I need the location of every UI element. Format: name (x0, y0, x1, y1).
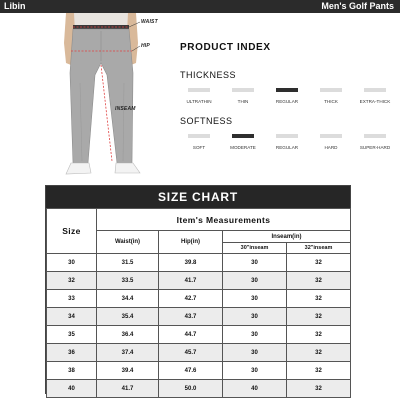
thickness-option-label: EXTRA-THICK (359, 99, 391, 104)
thickness-option (222, 88, 264, 114)
pants-model-figure (0, 13, 175, 185)
size-cell: 38 (47, 362, 97, 380)
hip-cell: 44.7 (159, 326, 223, 344)
softness-bar (232, 134, 254, 138)
thickness-bar (276, 88, 298, 92)
thickness-option (178, 88, 220, 114)
table-row (47, 344, 351, 362)
waist-cell: 36.4 (97, 326, 159, 344)
softness-title: SOFTNESS (180, 116, 233, 126)
thickness-option (310, 88, 352, 114)
waist-cell: 33.5 (97, 272, 159, 290)
inseam-32-cell: 32 (287, 254, 351, 272)
inseam-30-header: 30"inseam (223, 243, 287, 254)
inseam-32-header: 32"inseam (287, 243, 351, 254)
waist-label: WAIST (141, 19, 158, 25)
size-chart (45, 185, 351, 394)
hip-cell: 47.6 (159, 362, 223, 380)
size-cell: 40 (47, 380, 97, 398)
size-cell: 30 (47, 254, 97, 272)
thickness-option-label: THIN (237, 99, 249, 104)
inseam-label: INSEAM (115, 106, 136, 112)
inseam-32-cell: 32 (287, 290, 351, 308)
thickness-bar (320, 88, 342, 92)
table-row (47, 362, 351, 380)
softness-option (222, 134, 264, 160)
table-row (47, 380, 351, 398)
table-row (47, 308, 351, 326)
inseam-30-cell: 30 (223, 344, 287, 362)
table-row (47, 290, 351, 308)
waist-column-header: Waist(in) (97, 231, 159, 254)
waist-cell: 37.4 (97, 344, 159, 362)
inseam-32-cell: 32 (287, 362, 351, 380)
thickness-option-label: REGULAR (275, 99, 299, 104)
product-name: Men's Golf Pants (321, 1, 394, 11)
inseam-32-cell: 32 (287, 308, 351, 326)
softness-option-label: SUPER-HARD (359, 145, 391, 150)
size-cell: 34 (47, 308, 97, 326)
thickness-bar (232, 88, 254, 92)
inseam-30-cell: 30 (223, 326, 287, 344)
right-shoe-shape (115, 163, 140, 173)
waist-cell: 34.4 (97, 290, 159, 308)
size-column-header: Size (47, 209, 97, 254)
softness-bar (364, 134, 386, 138)
thickness-title: THICKNESS (180, 70, 237, 80)
waist-cell: 41.7 (97, 380, 159, 398)
softness-option-label: HARD (324, 145, 338, 150)
softness-option (266, 134, 308, 160)
thickness-option-label: THICK (324, 99, 338, 104)
shirt-shape (70, 13, 132, 27)
softness-bar (276, 134, 298, 138)
thickness-bar (364, 88, 386, 92)
hip-cell: 43.7 (159, 308, 223, 326)
size-table (46, 208, 351, 398)
thickness-option (354, 88, 396, 114)
measurements-group-header: Item's Measurements (97, 209, 351, 231)
model-illustration (0, 13, 175, 185)
inseam-30-cell: 30 (223, 308, 287, 326)
softness-option (354, 134, 396, 160)
waist-cell: 31.5 (97, 254, 159, 272)
inseam-30-cell: 30 (223, 254, 287, 272)
hip-column-header: Hip(in) (159, 231, 223, 254)
table-row (47, 254, 351, 272)
inseam-32-cell: 32 (287, 380, 351, 398)
size-cell: 32 (47, 272, 97, 290)
size-cell: 35 (47, 326, 97, 344)
inseam-30-cell: 40 (223, 380, 287, 398)
softness-option-label: MODERATE (230, 145, 256, 150)
hip-cell: 42.7 (159, 290, 223, 308)
brand-name: Libin (4, 1, 26, 11)
softness-option (178, 134, 220, 160)
pants-shape (70, 29, 133, 163)
size-cell: 36 (47, 344, 97, 362)
table-row (47, 272, 351, 290)
softness-option-label: SOFT (192, 145, 206, 150)
inseam-32-cell: 32 (287, 272, 351, 290)
softness-scale (178, 134, 396, 160)
left-shoe-shape (66, 163, 91, 174)
softness-option (310, 134, 352, 160)
size-chart-title: SIZE CHART (46, 186, 350, 208)
softness-bar (320, 134, 342, 138)
inseam-30-cell: 30 (223, 290, 287, 308)
waist-cell: 39.4 (97, 362, 159, 380)
softness-bar (188, 134, 210, 138)
size-cell: 33 (47, 290, 97, 308)
thickness-bar (188, 88, 210, 92)
hip-cell: 41.7 (159, 272, 223, 290)
hip-cell: 45.7 (159, 344, 223, 362)
inseam-column-header: Inseam(in) (223, 231, 351, 243)
inseam-30-cell: 30 (223, 272, 287, 290)
inseam-30-cell: 30 (223, 362, 287, 380)
hip-cell: 50.0 (159, 380, 223, 398)
thickness-scale (178, 88, 396, 114)
inseam-32-cell: 32 (287, 326, 351, 344)
thickness-option-label: ULTRATHIN (186, 99, 212, 104)
softness-option-label: REGULAR (275, 145, 299, 150)
hip-label: HIP (141, 43, 150, 49)
hip-cell: 39.8 (159, 254, 223, 272)
waist-cell: 35.4 (97, 308, 159, 326)
product-index-title: PRODUCT INDEX (180, 42, 271, 53)
table-row (47, 326, 351, 344)
thickness-option (266, 88, 308, 114)
inseam-32-cell: 32 (287, 344, 351, 362)
